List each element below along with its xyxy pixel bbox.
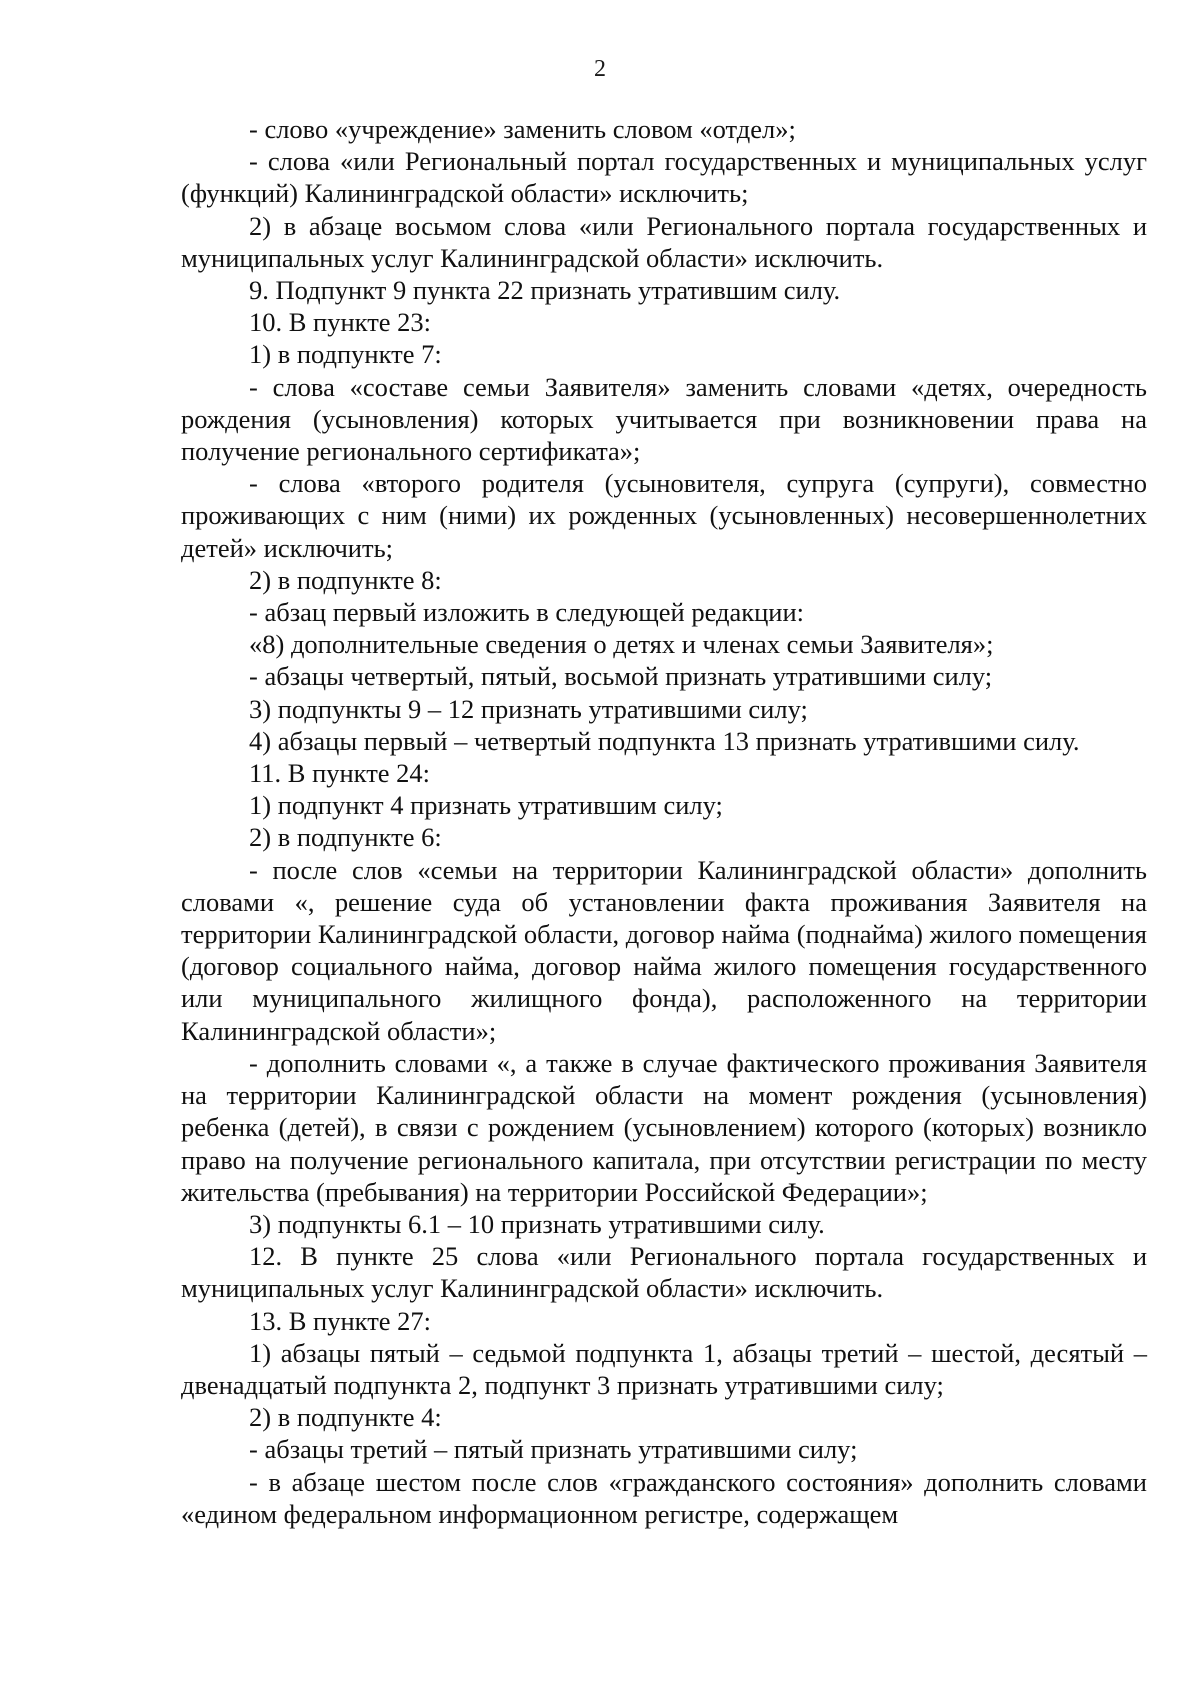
paragraph: 2) в подпункте 6: [249,822,442,853]
paragraph: 1) в подпункте 7: [249,339,442,370]
paragraph: - в абзаце шестом после слов «гражданского состояния» дополнить словами «едином федеральном информационном регистре, содержащем [181,1466,1147,1529]
paragraph: 2) в подпункте 4: [249,1402,442,1433]
paragraph: - слово «учреждение» заменить словом «отдел»; [249,114,796,144]
paragraph: 3) подпункты 9 – 12 признать утратившими силу; [249,693,808,724]
paragraph: 11. В пункте 24: [249,758,431,789]
paragraph: «8) дополнительные сведения о детях и членах семьи Заявителя»; [249,629,994,660]
paragraph: - абзац первый изложить в следующей редакции: [249,597,805,628]
paragraph: 1) абзацы пятый – седьмой подпункта 1, абзацы третий – шестой, десятый – двенадцатый подпункта 2, подпункт 3 признать утратившими силу; [181,1337,1147,1400]
paragraph: 1) подпункт 4 признать утратившим силу; [249,790,723,821]
paragraph: - дополнить словами «, а также в случае фактического проживания Заявителя на территории Калининградской области на момент рождения (усыновления) ребенка (детей), в связи с рождением (усыновлением) которого (которых) возникло право на получение регионального капитала, при отсутствии регистрации по месту жительства (пребывания) на территории Российской Федерации»; [181,1047,1147,1207]
paragraph: 9. Подпункт 9 пункта 22 признать утратившим силу. [249,275,841,306]
paragraph: - слова «или Региональный портал государственных и муниципальных услуг (функций) Калининградской области» исключить; [181,146,1147,209]
paragraph: - абзацы четвертый, пятый, восьмой признать утратившими силу; [249,661,993,692]
paragraph: 13. В пункте 27: [249,1305,432,1336]
paragraph: 10. В пункте 23: [249,307,432,338]
paragraph: 2) в подпункте 8: [249,564,442,595]
paragraph: - слова «второго родителя (усыновителя, супруга (супруги), совместно проживающих с ним (ними) их рожденных (усыновленных) несовершеннолетних детей» исключить; [181,468,1147,563]
paragraph: 2) в абзаце восьмом слова «или Регионального портала государственных и муниципальных услуг Калининградской области» исключить. [181,210,1147,273]
paragraph: - после слов «семьи на территории Калининградской области» дополнить словами «, решение суда об установлении факта проживания Заявителя на территории Калининградской области, договор найма (поднайма) жилого помещения (договор социального найма, договор найма жилого помещения государственного или муниципального жилищного фонда), расположенного на территории Калининградской области»; [181,854,1147,1046]
paragraph: 12. В пункте 25 слова «или Регионального портала государственных и муниципальных услуг Калининградской области» исключить. [181,1241,1147,1304]
paragraph: 4) абзацы первый – четвертый подпункта 13 признать утратившими силу. [249,725,1080,756]
paragraph: 3) подпункты 6.1 – 10 признать утратившими силу. [249,1208,825,1239]
paragraph: - абзацы третий – пятый признать утратившими силу; [249,1434,858,1465]
document-body [181,113,1147,1530]
page-number: 2 [594,56,606,82]
paragraph: - слова «составе семьи Заявителя» заменить словами «детях, очередность рождения (усыновления) которых учитывается при возникновении права на получение регионального сертификата»; [181,371,1147,467]
